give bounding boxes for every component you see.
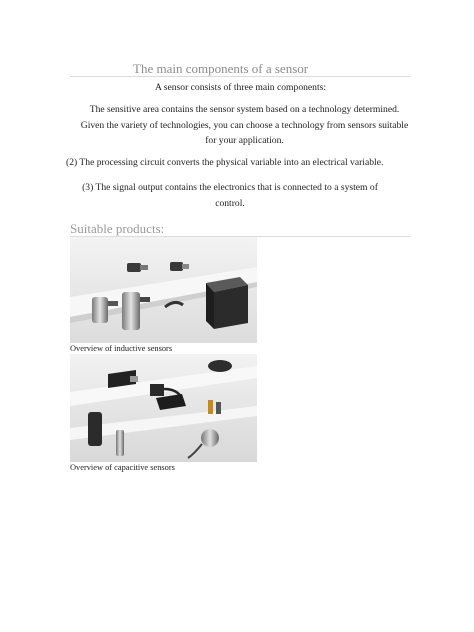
capacitive-sensors-image[interactable] — [70, 354, 257, 462]
page-title: The main components of a sensor — [133, 61, 309, 76]
intro-paragraph: A sensor consists of three main components: — [154, 82, 327, 93]
component-item-2: (2) The processing circuit converts the physical variable into an electrical variable. — [66, 157, 384, 168]
component-item-1: The sensitive area contains the sensor system based on a technology determined. Given the variety of technologies, you can choose a technology from sensors suitable for your application. — [80, 104, 409, 146]
products-heading: Suitable products: — [70, 221, 165, 236]
inductive-sensors-image[interactable] — [70, 237, 257, 343]
title-divider — [70, 76, 411, 77]
capacitive-sensors-illustration — [70, 354, 257, 462]
inductive-sensors-caption[interactable]: Overview of inductive sensors — [70, 344, 173, 353]
component-item-3: (3) The signal output contains the electronics that is connected to a system of control. — [82, 182, 378, 209]
inductive-sensors-illustration — [70, 237, 257, 343]
capacitive-sensors-caption[interactable]: Overview of capacitive sensors — [70, 463, 175, 472]
